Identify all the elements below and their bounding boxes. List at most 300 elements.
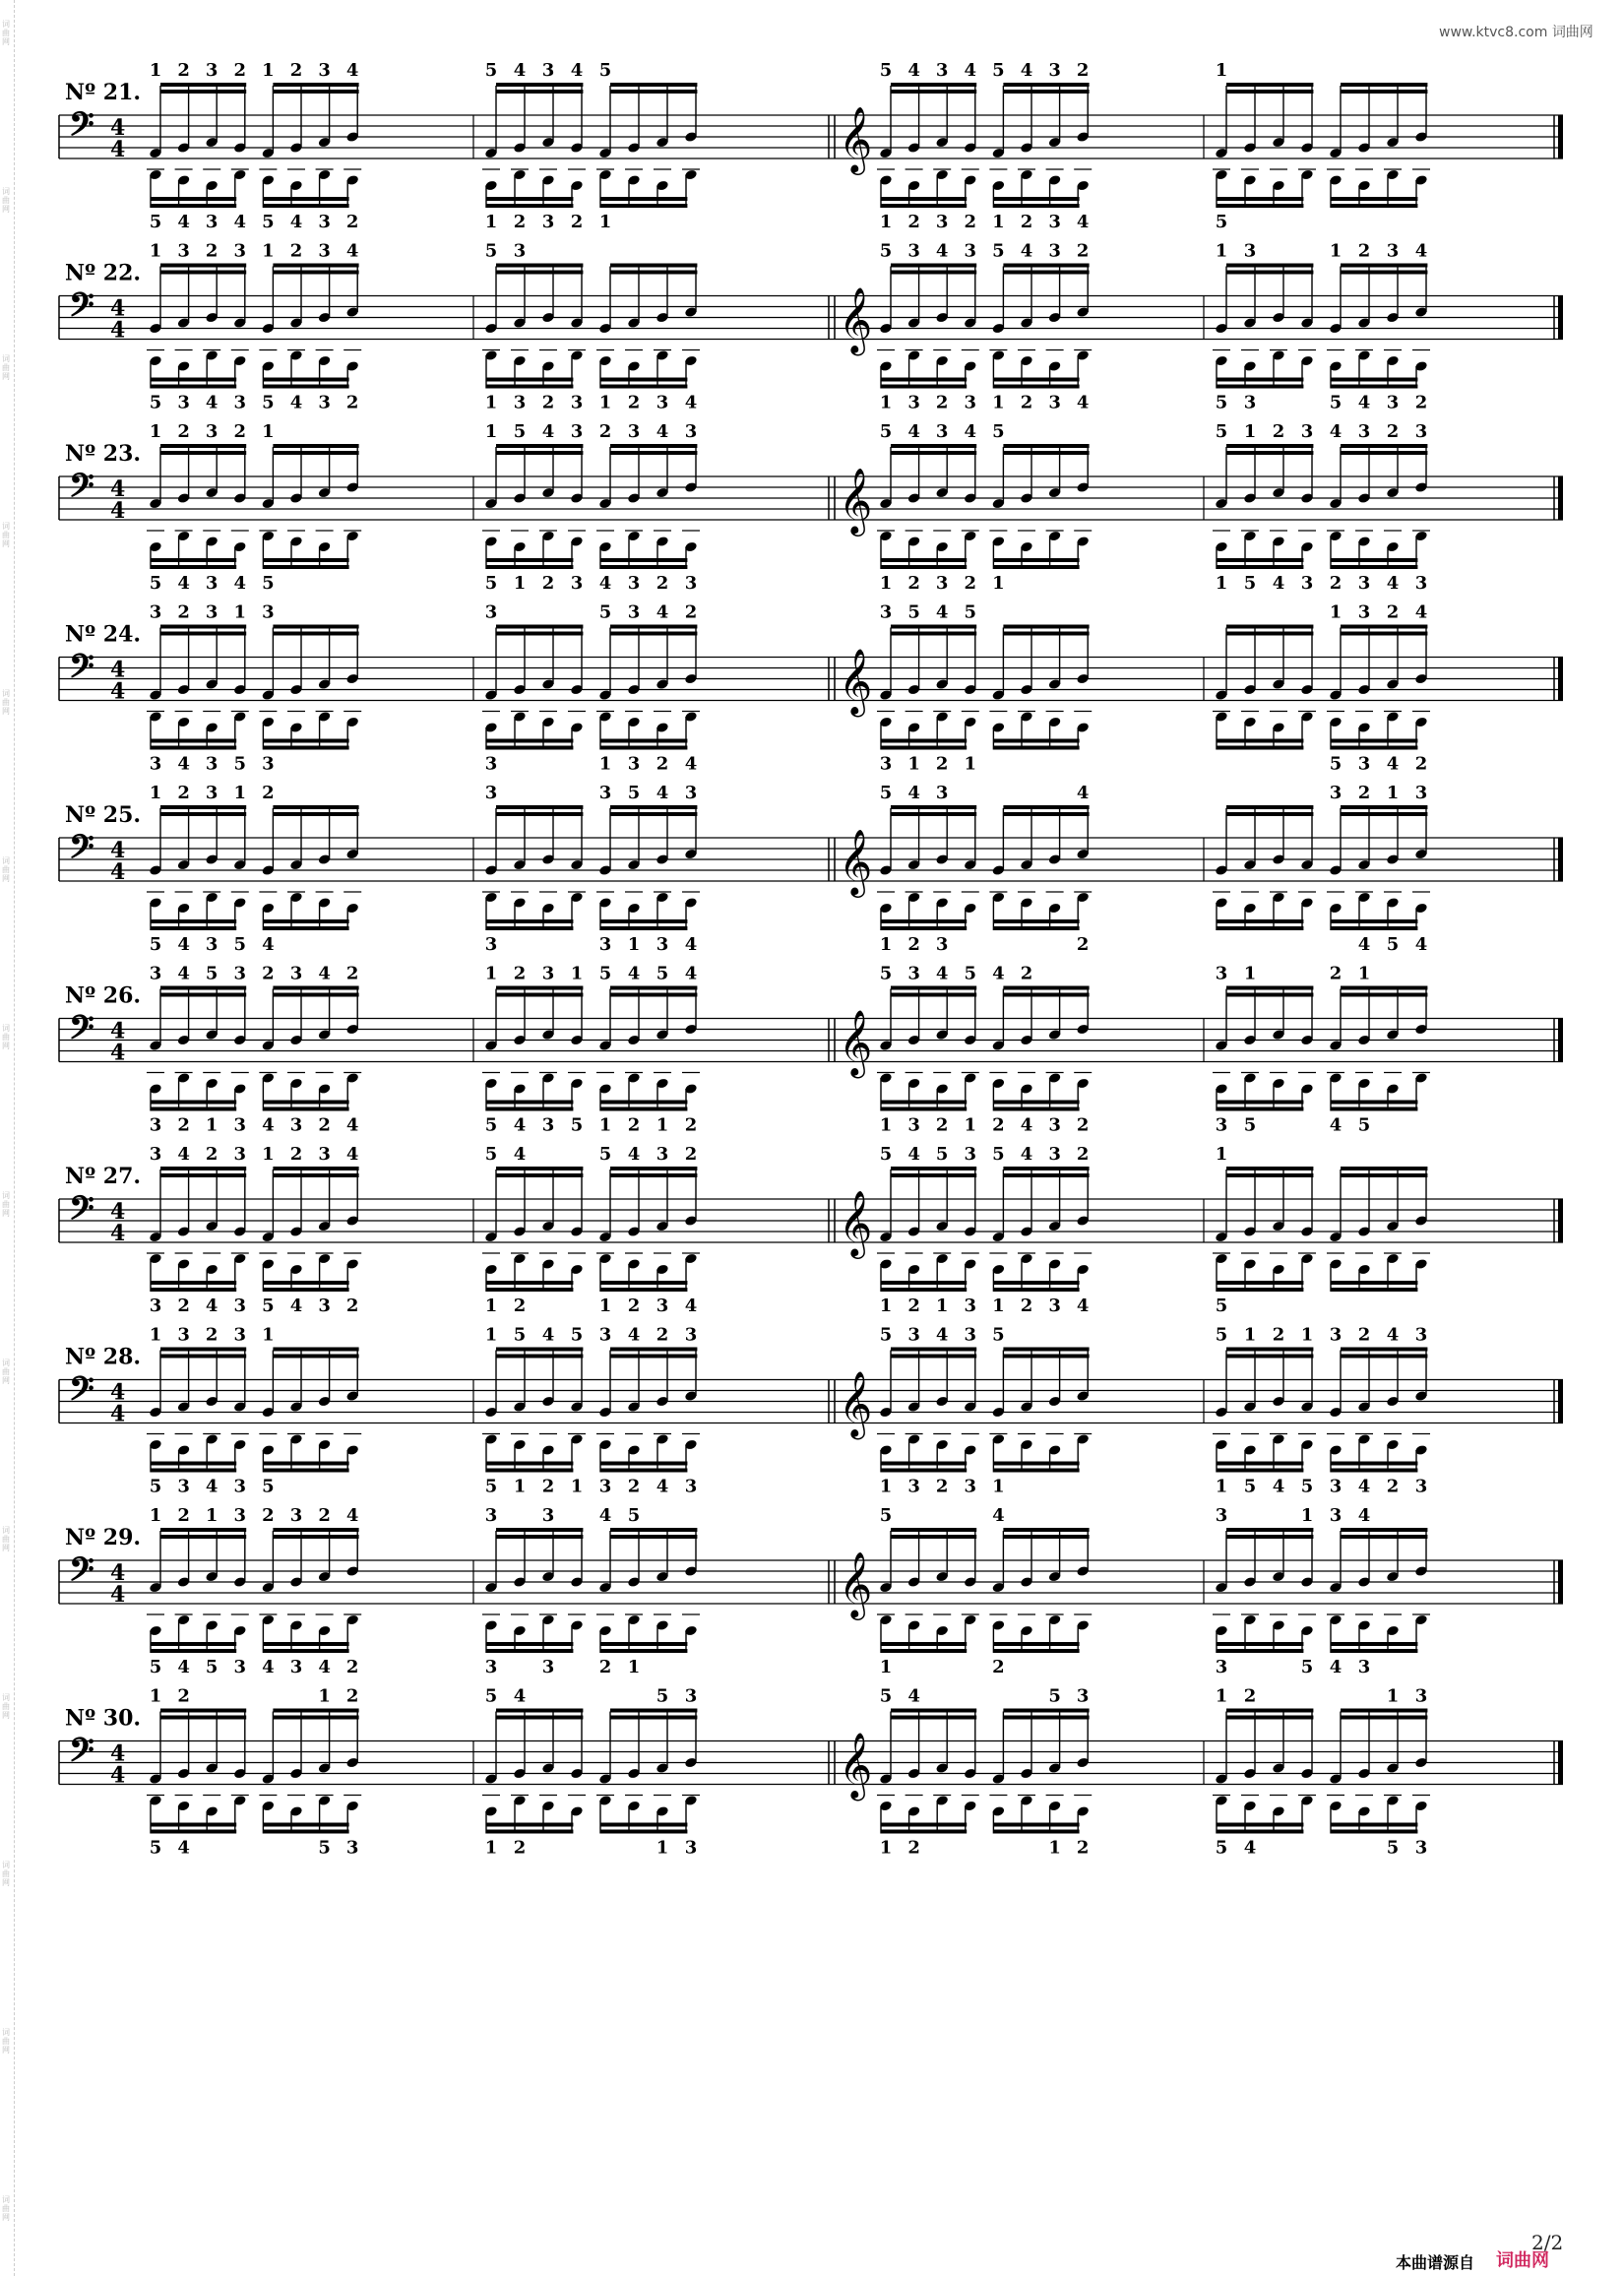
- fingering-number: 3: [513, 240, 527, 262]
- beam: [993, 1469, 1079, 1473]
- fingering-number: 3: [907, 240, 920, 262]
- beam: [496, 1535, 583, 1539]
- fingering-number: 3: [570, 421, 584, 442]
- fingering-number: 5: [879, 963, 893, 984]
- fingering-number: 2: [1020, 392, 1033, 413]
- fingering-number: 3: [541, 1657, 555, 1677]
- beam: [273, 1348, 358, 1352]
- side-watermark-text: 词曲网: [2, 1693, 10, 1720]
- fingering-number: 4: [177, 1837, 190, 1859]
- fingering-number: 3: [598, 934, 612, 955]
- fingering-number: 3: [1414, 783, 1428, 803]
- beam: [881, 1642, 967, 1646]
- fingering-number: 5: [484, 573, 498, 594]
- fingering-number: 1: [149, 1505, 162, 1526]
- beam: [1226, 1355, 1313, 1359]
- fingering-number: 4: [541, 421, 555, 442]
- beam: [600, 1649, 687, 1653]
- fingering-number: 4: [1076, 392, 1090, 413]
- fingering-number: 4: [345, 240, 359, 262]
- beam: [273, 264, 358, 268]
- fingering-number: 4: [907, 60, 920, 81]
- beam: [993, 558, 1079, 562]
- beam: [610, 986, 697, 990]
- beam: [881, 919, 967, 923]
- bass-clef-icon: 𝄢: [69, 1189, 94, 1235]
- beam: [610, 451, 697, 455]
- final-barline: [1558, 1199, 1563, 1242]
- beam: [993, 926, 1079, 930]
- fingering-number: 5: [484, 1114, 498, 1136]
- fingering-number: 3: [149, 1114, 162, 1136]
- fingering-number: 3: [1215, 1114, 1228, 1136]
- beam: [151, 204, 236, 208]
- fingering-number: 5: [1243, 1114, 1257, 1136]
- fingering-number: 3: [964, 1296, 977, 1316]
- fingering-number: 1: [627, 1657, 641, 1677]
- fingering-number: 3: [149, 963, 162, 984]
- beam: [1003, 986, 1089, 990]
- fingering-number: 4: [513, 1114, 527, 1136]
- fingering-number: 2: [289, 240, 303, 262]
- fingering-number: 3: [289, 1114, 303, 1136]
- beam: [1217, 1281, 1303, 1285]
- beam: [610, 1167, 697, 1170]
- beam: [881, 746, 967, 750]
- fingering-number: 1: [992, 573, 1005, 594]
- fingering-number: 5: [598, 60, 612, 81]
- beam: [1331, 565, 1417, 569]
- fingering-number: 5: [992, 1324, 1005, 1346]
- fingering-number: 2: [935, 392, 949, 413]
- beam: [1331, 926, 1417, 930]
- fingering-number: 4: [345, 1144, 359, 1165]
- fingering-number: 5: [513, 421, 527, 442]
- side-watermark-text: 词曲网: [2, 689, 10, 716]
- fingering-number: 2: [177, 1296, 190, 1316]
- fingering-number: 5: [879, 1505, 893, 1526]
- fingering-number: 1: [598, 1296, 612, 1316]
- beam: [151, 558, 236, 562]
- side-watermark-text: 词曲网: [2, 1024, 10, 1050]
- beam: [1331, 919, 1417, 923]
- beam: [273, 1355, 358, 1359]
- fingering-number: 2: [177, 783, 190, 803]
- fingering-number: 4: [1414, 601, 1428, 623]
- beam: [273, 1173, 358, 1177]
- fingering-number: 2: [684, 1114, 698, 1136]
- beam: [1226, 1173, 1313, 1177]
- time-signature-bottom: 4: [110, 317, 126, 344]
- fingering-number: 4: [233, 573, 247, 594]
- beam: [1341, 993, 1427, 997]
- beam: [1331, 1107, 1417, 1111]
- fingering-number: 5: [627, 783, 641, 803]
- beam: [486, 1462, 573, 1466]
- beam: [600, 1830, 687, 1834]
- fingering-number: 5: [656, 963, 669, 984]
- side-watermark-text: 词曲网: [2, 2028, 10, 2055]
- final-barline: [1558, 838, 1563, 881]
- fingering-number: 4: [656, 601, 669, 623]
- beam: [1217, 1107, 1303, 1111]
- beam: [993, 204, 1079, 208]
- beam: [486, 1101, 573, 1105]
- fingering-number: 3: [484, 753, 498, 775]
- beam: [496, 90, 583, 94]
- treble-clef-icon: 𝄞: [839, 285, 873, 353]
- fingering-number: 3: [684, 421, 698, 442]
- fingering-number: 1: [879, 1476, 893, 1497]
- fingering-number: 4: [177, 753, 190, 775]
- fingering-number: 2: [627, 1114, 641, 1136]
- beam: [1331, 1288, 1417, 1292]
- beam: [486, 926, 573, 930]
- fingering-number: 4: [1357, 934, 1371, 955]
- beam: [1341, 812, 1427, 816]
- beam: [1341, 1173, 1427, 1177]
- fingering-number: 2: [1386, 421, 1400, 442]
- fingering-number: 5: [1243, 1476, 1257, 1497]
- beam: [273, 83, 358, 87]
- exercise-label: Nº 21.: [65, 80, 142, 105]
- beam: [496, 986, 583, 990]
- beam: [610, 1528, 697, 1532]
- beam: [1341, 805, 1427, 809]
- beam: [1341, 83, 1427, 87]
- fingering-number: 3: [935, 60, 949, 81]
- fingering-number: 1: [513, 573, 527, 594]
- fingering-number: 3: [1243, 392, 1257, 413]
- beam: [160, 1528, 246, 1532]
- time-signature-bottom: 4: [110, 1401, 126, 1427]
- beam: [881, 739, 967, 743]
- fingering-number: 2: [1357, 240, 1371, 262]
- fingering-number: 3: [205, 421, 219, 442]
- fingering-number: 3: [656, 1296, 669, 1316]
- fingering-number: 3: [318, 60, 331, 81]
- beam: [263, 1830, 348, 1834]
- fingering-number: 5: [964, 963, 977, 984]
- beam: [881, 1288, 967, 1292]
- bass-clef-icon: 𝄢: [69, 105, 94, 152]
- fingering-number: 3: [907, 1324, 920, 1346]
- beam: [993, 1281, 1079, 1285]
- fingering-number: 3: [935, 783, 949, 803]
- fingering-number: 3: [262, 753, 275, 775]
- beam: [600, 385, 687, 389]
- fingering-number: 3: [233, 1657, 247, 1677]
- beam: [1217, 1469, 1303, 1473]
- fingering-number: 3: [318, 392, 331, 413]
- fingering-number: 1: [992, 1296, 1005, 1316]
- fingering-number: 4: [205, 1476, 219, 1497]
- fingering-number: 4: [177, 1144, 190, 1165]
- fingering-number: 4: [513, 1144, 527, 1165]
- beam: [891, 271, 976, 275]
- fingering-number: 2: [1414, 753, 1428, 775]
- beam: [993, 1830, 1079, 1834]
- exercise-label: Nº 27.: [65, 1164, 142, 1189]
- beam: [160, 444, 246, 448]
- fingering-number: 3: [1048, 240, 1061, 262]
- fingering-number: 2: [233, 421, 247, 442]
- fingering-number: 4: [964, 60, 977, 81]
- beam: [1217, 197, 1303, 201]
- beam: [1226, 1535, 1313, 1539]
- beam: [160, 1167, 246, 1170]
- final-barline: [1558, 476, 1563, 520]
- fingering-number: 1: [484, 1837, 498, 1859]
- beam: [486, 558, 573, 562]
- fingering-number: 4: [598, 573, 612, 594]
- fingering-number: 5: [484, 1144, 498, 1165]
- fingering-number: 3: [233, 963, 247, 984]
- fingering-number: 3: [1414, 1837, 1428, 1859]
- beam: [273, 90, 358, 94]
- beam: [486, 1830, 573, 1834]
- time-signature-bottom: 4: [110, 1762, 126, 1789]
- beam: [151, 1101, 236, 1105]
- fingering-number: 5: [1215, 421, 1228, 442]
- fingering-number: 2: [598, 1657, 612, 1677]
- beam: [1226, 444, 1313, 448]
- beam: [993, 746, 1079, 750]
- final-barline: [1558, 1019, 1563, 1062]
- fingering-number: 5: [570, 1324, 584, 1346]
- fingering-number: 2: [318, 1114, 331, 1136]
- beam: [1341, 632, 1427, 636]
- fingering-number: 3: [177, 240, 190, 262]
- beam: [600, 746, 687, 750]
- fingering-number: 1: [1386, 1685, 1400, 1707]
- fingering-number: 4: [513, 60, 527, 81]
- fingering-number: 4: [289, 392, 303, 413]
- fingering-number: 1: [205, 1505, 219, 1526]
- fingering-number: 3: [1300, 573, 1314, 594]
- beam: [151, 919, 236, 923]
- beam: [273, 1528, 358, 1532]
- fingering-number: 5: [879, 240, 893, 262]
- bass-clef-icon: 𝄢: [69, 1008, 94, 1055]
- beam: [891, 625, 976, 629]
- fingering-number: 1: [879, 1114, 893, 1136]
- fingering-number: 4: [345, 60, 359, 81]
- fingering-number: 3: [1414, 1685, 1428, 1707]
- fingering-number: 4: [684, 1296, 698, 1316]
- fingering-number: 3: [627, 753, 641, 775]
- beam: [486, 739, 573, 743]
- fingering-number: 3: [318, 1296, 331, 1316]
- fingering-number: 5: [149, 212, 162, 232]
- beam: [610, 632, 697, 636]
- fingering-number: 5: [149, 1476, 162, 1497]
- fingering-number: 3: [233, 392, 247, 413]
- fingering-number: 3: [541, 60, 555, 81]
- fingering-number: 1: [149, 60, 162, 81]
- beam: [151, 378, 236, 382]
- treble-clef-icon: 𝄞: [839, 467, 873, 534]
- beam: [486, 1642, 573, 1646]
- fingering-number: 4: [1076, 783, 1090, 803]
- fingering-number: 5: [992, 240, 1005, 262]
- beam: [610, 1173, 697, 1177]
- fingering-number: 3: [684, 783, 698, 803]
- fingering-number: 3: [541, 1505, 555, 1526]
- beam: [1341, 1709, 1427, 1713]
- beam: [610, 1535, 697, 1539]
- fingering-number: 3: [684, 573, 698, 594]
- beam: [610, 993, 697, 997]
- fingering-number: 5: [513, 1324, 527, 1346]
- fingering-number: 4: [541, 1324, 555, 1346]
- fingering-number: 1: [149, 421, 162, 442]
- beam: [610, 625, 697, 629]
- beam: [496, 1355, 583, 1359]
- fingering-number: 4: [684, 753, 698, 775]
- beam: [600, 1288, 687, 1292]
- fingering-number: 3: [484, 601, 498, 623]
- fingering-number: 4: [598, 1505, 612, 1526]
- beam: [1217, 1288, 1303, 1292]
- beam: [1003, 271, 1089, 275]
- fingering-number: 2: [289, 1144, 303, 1165]
- beam: [1003, 1535, 1089, 1539]
- fingering-number: 5: [149, 1657, 162, 1677]
- fingering-number: 4: [1020, 1144, 1033, 1165]
- beam: [600, 919, 687, 923]
- fingering-number: 3: [598, 1476, 612, 1497]
- fingering-number: 1: [484, 421, 498, 442]
- fingering-number: 5: [484, 1685, 498, 1707]
- beam: [486, 1288, 573, 1292]
- beam: [1003, 1167, 1089, 1170]
- beam: [1331, 378, 1417, 382]
- beam: [1341, 1528, 1427, 1532]
- fingering-number: 3: [1048, 1114, 1061, 1136]
- fingering-number: 3: [907, 1476, 920, 1497]
- beam: [160, 264, 246, 268]
- fingering-number: 5: [484, 60, 498, 81]
- beam: [496, 451, 583, 455]
- time-signature-top: 4: [110, 115, 126, 141]
- final-barline: [1558, 1741, 1563, 1785]
- beam: [273, 1716, 358, 1720]
- time-signature-bottom: 4: [110, 859, 126, 885]
- beam: [1341, 1167, 1427, 1170]
- beam: [891, 805, 976, 809]
- fingering-number: 3: [964, 1324, 977, 1346]
- beam: [151, 385, 236, 389]
- beam: [891, 1716, 976, 1720]
- beam: [496, 805, 583, 809]
- fingering-number: 5: [992, 60, 1005, 81]
- exercise-label: Nº 24.: [65, 621, 142, 648]
- page-number: 2/2: [1531, 2231, 1564, 2254]
- fingering-number: 3: [205, 60, 219, 81]
- fingering-number: 3: [598, 1324, 612, 1346]
- beam: [610, 1348, 697, 1352]
- final-barline: [1558, 1560, 1563, 1604]
- beam: [151, 1649, 236, 1653]
- final-barline: [1558, 296, 1563, 340]
- side-watermark-text: 词曲网: [2, 1861, 10, 1887]
- fingering-number: 1: [318, 1685, 331, 1707]
- beam: [1341, 271, 1427, 275]
- fingering-number: 5: [879, 783, 893, 803]
- fingering-number: 3: [1357, 1657, 1371, 1677]
- fingering-number: 1: [879, 934, 893, 955]
- beam: [891, 632, 976, 636]
- fingering-number: 4: [627, 1324, 641, 1346]
- beam: [1331, 1101, 1417, 1105]
- bass-clef-icon: 𝄢: [69, 828, 94, 874]
- beam: [881, 385, 967, 389]
- fingering-number: 5: [1300, 1657, 1314, 1677]
- fingering-number: 3: [907, 392, 920, 413]
- fingering-number: 2: [1020, 1296, 1033, 1316]
- fingering-number: 2: [541, 573, 555, 594]
- beam: [151, 1462, 236, 1466]
- beam: [610, 812, 697, 816]
- fingering-number: 4: [177, 963, 190, 984]
- beam: [993, 1462, 1079, 1466]
- time-signature-bottom: 4: [110, 1221, 126, 1246]
- fingering-number: 1: [1243, 1324, 1257, 1346]
- fingering-number: 1: [935, 1296, 949, 1316]
- beam: [496, 632, 583, 636]
- beam: [160, 1173, 246, 1177]
- fingering-number: 2: [1414, 392, 1428, 413]
- fingering-number: 3: [935, 212, 949, 232]
- beam: [160, 1716, 246, 1720]
- beam: [1217, 558, 1303, 562]
- fingering-number: 2: [1272, 1324, 1285, 1346]
- fingering-number: 2: [570, 212, 584, 232]
- fingering-number: 4: [177, 573, 190, 594]
- beam: [1226, 90, 1313, 94]
- beam: [610, 1355, 697, 1359]
- treble-clef-icon: 𝄞: [839, 1369, 873, 1437]
- fingering-number: 2: [907, 1296, 920, 1316]
- beam: [881, 1462, 967, 1466]
- fingering-number: 3: [262, 601, 275, 623]
- bass-clef-icon: 𝄢: [69, 1731, 94, 1778]
- fingering-number: 1: [262, 1324, 275, 1346]
- beam: [1003, 625, 1089, 629]
- beam: [1217, 739, 1303, 743]
- fingering-number: 3: [907, 1114, 920, 1136]
- beam: [881, 558, 967, 562]
- fingering-number: 5: [598, 601, 612, 623]
- fingering-number: 3: [1329, 1505, 1343, 1526]
- beam: [1226, 271, 1313, 275]
- fingering-number: 2: [656, 573, 669, 594]
- beam: [160, 1355, 246, 1359]
- beam: [891, 986, 976, 990]
- fingering-number: 4: [233, 212, 247, 232]
- beam: [993, 1107, 1079, 1111]
- exercise-label: Nº 23.: [65, 441, 142, 467]
- beam: [993, 1649, 1079, 1653]
- beam: [151, 1107, 236, 1111]
- beam: [160, 90, 246, 94]
- beam: [600, 1107, 687, 1111]
- fingering-number: 3: [627, 573, 641, 594]
- beam: [600, 739, 687, 743]
- fingering-number: 1: [1048, 1837, 1061, 1859]
- fingering-number: 5: [1215, 1324, 1228, 1346]
